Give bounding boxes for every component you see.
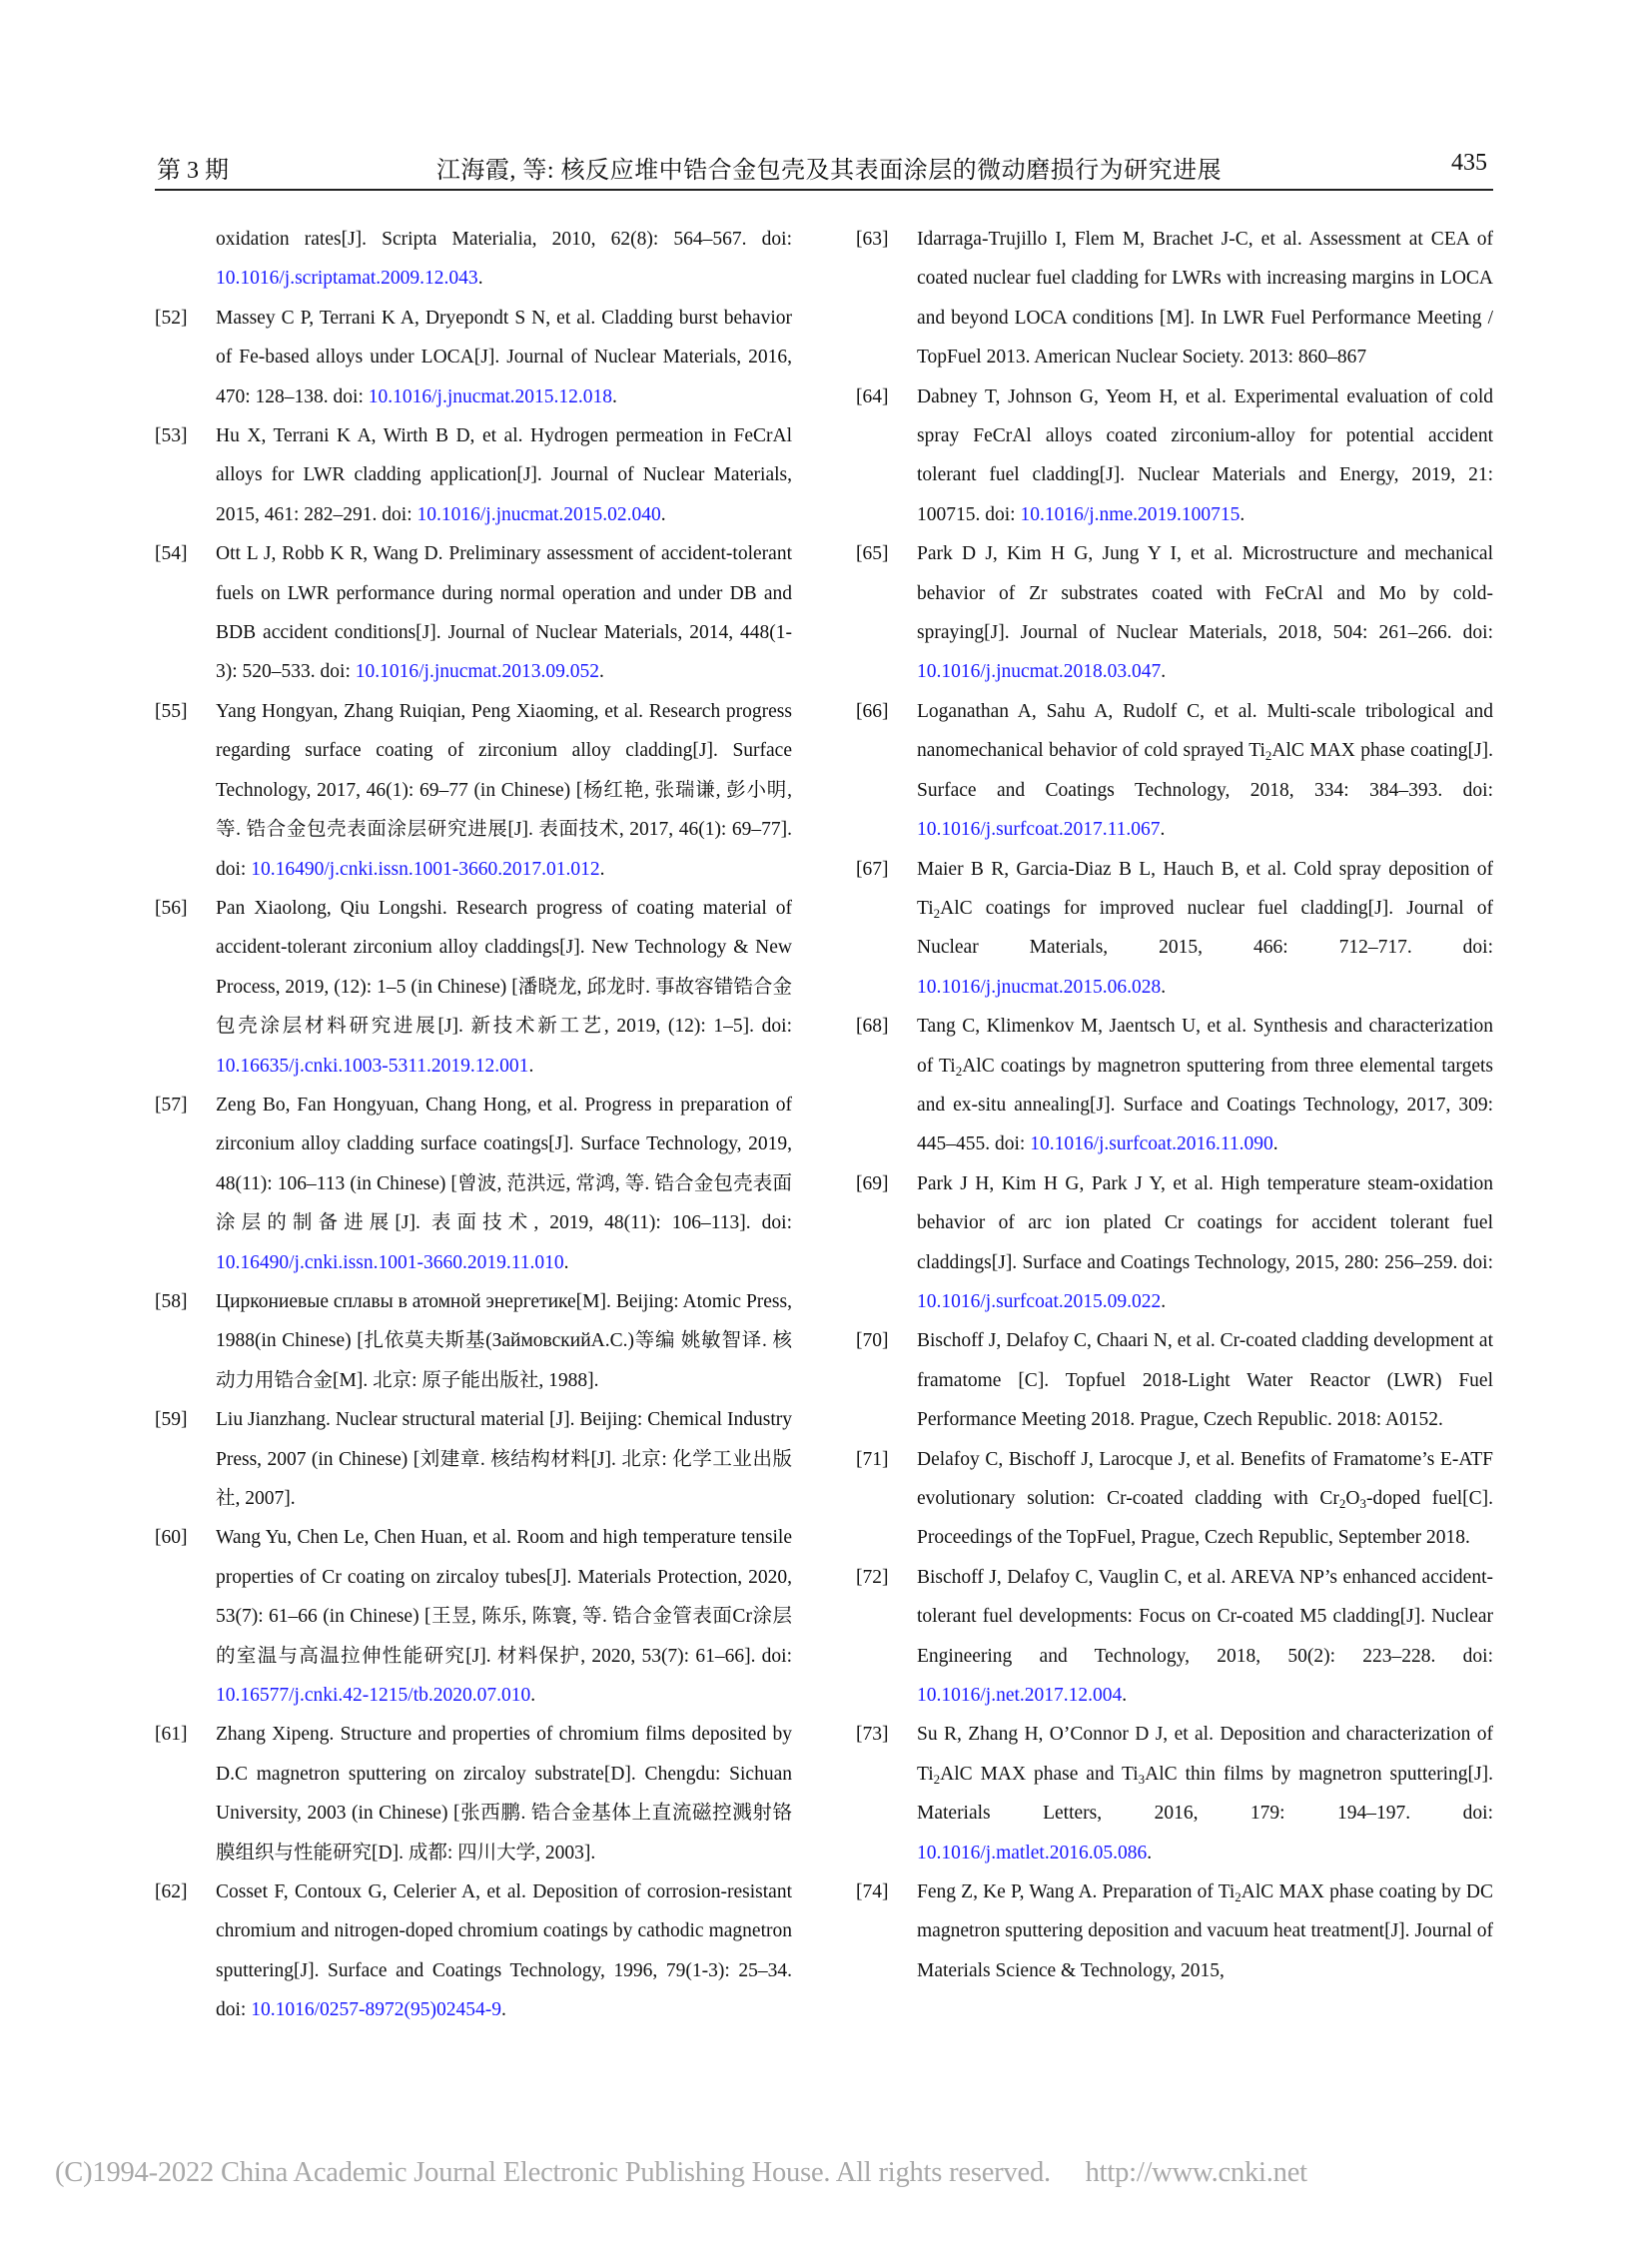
- references-right-column: [856, 220, 1495, 1990]
- doi-link[interactable]: 10.1016/j.jnucmat.2015.12.018: [368, 385, 613, 407]
- reference-text-segment: .: [1147, 1842, 1153, 1864]
- doi-link[interactable]: 10.16635/j.cnki.1003-5311.2019.12.001: [216, 1055, 529, 1077]
- reference-text: [216, 1086, 792, 1282]
- reference-text-segment: Park D J, Kim H G, Jung Y I, et al. Microstructure and mechanical behavior of Zr substrates coated with FeCrAl and Mo by cold-spraying[J]. Journal of Nuclear Materials, 2018, 504: 261–266. doi:: [917, 543, 1493, 644]
- reference-text-segment: Yang Hongyan, Zhang Ruiqian, Peng Xiaoming, et al. Research progress regarding surface coating of zirconium alloy cladding[J]. Surface Technology, 2017, 46(1): 69–77 (in Chinese) [杨红艳, 张瑞谦, 彭小明, 等. 锆合金包壳表面涂层研究进展[J]. 表面技术, 2017, 46(1): 69–77]. doi:: [216, 700, 792, 880]
- reference-text: [917, 1164, 1493, 1322]
- reference-text-segment: Bischoff J, Delafoy C, Chaari N, et al. Cr-coated cladding development at framatome [C]. Topfuel 2018-Light Water Reactor (LWR) Fuel Performance Meeting 2018. Prague, Czech Republic. 2018: A0152.: [917, 1330, 1493, 1431]
- doi-link[interactable]: 10.1016/j.jnucmat.2015.02.040: [416, 503, 661, 525]
- reference-text: [216, 1715, 792, 1872]
- subscript: 2: [955, 1063, 963, 1079]
- reference-number: [65]: [856, 543, 889, 565]
- reference-text-segment: AlC coatings by magnetron sputtering from three elemental targets and ex-situ annealing[J]. Surface and Coatings Technology, 2017, 309: 445–455. doi:: [917, 1055, 1493, 1155]
- reference-text-segment: Bischoff J, Delafoy C, Vauglin C, et al. AREVA NP’s enhanced accident-tolerant fuel developments: Focus on Cr-coated M5 cladding[J]. Nuclear Engineering and Technology, 2018, 50(2): 223–228. doi:: [917, 1566, 1493, 1667]
- doi-link[interactable]: 10.16490/j.cnki.issn.1001-3660.2019.11.010: [216, 1251, 564, 1273]
- doi-link[interactable]: 10.1016/j.matlet.2016.05.086: [917, 1842, 1148, 1864]
- doi-link[interactable]: 10.16577/j.cnki.42-1215/tb.2020.07.010: [216, 1685, 531, 1707]
- subscript: 2: [1338, 1496, 1346, 1511]
- reference-text: [216, 1872, 792, 2030]
- reference-text-segment: O: [1345, 1488, 1360, 1509]
- reference-number: [67]: [856, 858, 889, 880]
- reference-text-segment: .: [1161, 661, 1167, 683]
- cnki-url[interactable]: http://www.cnki.net: [1085, 2157, 1307, 2188]
- reference-text-segment: .: [660, 503, 666, 525]
- doi-link[interactable]: 10.1016/j.jnucmat.2013.09.052: [355, 661, 600, 683]
- doi-link[interactable]: 10.1016/j.jnucmat.2015.06.028: [917, 976, 1162, 998]
- reference-text-segment: AlC MAX phase coating[J]. Surface and Coatings Technology, 2018, 334: 384–393. doi:: [917, 740, 1494, 801]
- reference-number: [69]: [856, 1172, 889, 1194]
- reference-item: [155, 1400, 794, 1518]
- page-footer: [55, 2157, 1307, 2189]
- reference-item: [155, 1518, 794, 1715]
- reference-text-segment: AlC thin films by magnetron sputtering[J]. Materials Letters, 2016, 179: 194–197. doi:: [917, 1763, 1493, 1825]
- reference-text-segment: .: [530, 1685, 536, 1707]
- reference-text: [917, 1872, 1493, 1990]
- subscript: 2: [933, 905, 941, 921]
- reference-text: [216, 692, 792, 889]
- reference-text-segment: Циркониевые сплавы в атомной энергетике[M]. Beijing: Atomic Press, 1988(in Chinese) [扎依莫夫斯基(ЗаймовскийА.С.)等编 姚敏智译. 核动力用锆合金[M]. 北京: 原子能出版社, 1988].: [216, 1290, 792, 1391]
- reference-number: [74]: [856, 1881, 889, 1903]
- reference-text: [216, 299, 792, 416]
- reference-number: [56]: [155, 897, 188, 919]
- reference-text-segment: .: [1239, 503, 1245, 525]
- reference-text: [216, 1282, 792, 1400]
- doi-link[interactable]: 10.16490/j.cnki.issn.1001-3660.2017.01.012: [251, 858, 600, 880]
- reference-text-segment: Delafoy C, Bischoff J, Larocque J, et al. Benefits of Framatome’s E-ATF evolutionary solution: Cr-coated cladding with Cr: [917, 1448, 1493, 1509]
- reference-text-segment: .: [612, 385, 617, 407]
- reference-number: [59]: [155, 1409, 188, 1431]
- reference-item: [155, 692, 794, 889]
- reference-text: [216, 416, 792, 534]
- reference-text: [917, 850, 1493, 1008]
- reference-text: [917, 1321, 1493, 1439]
- doi-link[interactable]: 10.1016/j.surfcoat.2015.09.022: [917, 1290, 1162, 1312]
- reference-number: [64]: [856, 385, 889, 407]
- reference-number: [54]: [155, 543, 188, 565]
- reference-text: [917, 1440, 1493, 1558]
- reference-item: [856, 850, 1495, 1008]
- reference-text: [917, 220, 1493, 377]
- reference-number: [55]: [155, 700, 188, 722]
- reference-item: [856, 692, 1495, 850]
- doi-link[interactable]: 10.1016/j.jnucmat.2018.03.047: [917, 661, 1162, 683]
- reference-text-segment: oxidation rates[J]. Scripta Materialia, 2010, 62(8): 564–567. doi:: [216, 229, 792, 250]
- reference-text-segment: .: [1161, 1290, 1167, 1312]
- reference-text-segment: Massey C P, Terrani K A, Dryepondt S N, et al. Cladding burst behavior of Fe-based alloys under LOCA[J]. Journal of Nuclear Materials, 2016, 470: 128–138. doi:: [216, 307, 792, 407]
- reference-number: [60]: [155, 1527, 188, 1549]
- running-header: [155, 146, 1493, 186]
- reference-item: [856, 1872, 1495, 1990]
- reference-text-segment: .: [1161, 976, 1167, 998]
- reference-text: [917, 1007, 1493, 1164]
- reference-item: [856, 1440, 1495, 1558]
- reference-text-segment: .: [1122, 1685, 1128, 1707]
- reference-text: [917, 692, 1493, 850]
- reference-text-segment: Zhang Xipeng. Structure and properties of chromium films deposited by D.C magnetron sputtering on zircaloy substrate[D]. Chengdu: Sichuan University, 2003 (in Chinese) [张西鹏. 锆合金基体上直流磁控溅射铬膜组织与性能研究[D]. 成都: 四川大学, 2003].: [216, 1724, 792, 1864]
- header-rule: [155, 189, 1493, 191]
- reference-item: [856, 220, 1495, 377]
- reference-text-segment: AlC MAX phase coating by DC magnetron sputtering deposition and vacuum heat treatment[J]. Journal of Materials Science & Technology, 2015,: [917, 1881, 1493, 1981]
- reference-text-segment: Loganathan A, Sahu A, Rudolf C, et al. Multi-scale tribological and nanomechanical behavior of cold sprayed Ti: [917, 700, 1493, 762]
- reference-text-segment: .: [1272, 1133, 1278, 1155]
- reference-number: [63]: [856, 229, 889, 250]
- reference-text-segment: Cosset F, Contoux G, Celerier A, et al. Deposition of corrosion-resistant chromium and nitrogen-doped chromium coatings by cathodic magnetron sputtering[J]. Surface and Coatings Technology, 1996, 79(1-3): 25–34. doi:: [216, 1881, 792, 2021]
- subscript: 2: [933, 1771, 941, 1787]
- reference-text: [216, 1518, 792, 1715]
- reference-text-segment: .: [599, 661, 604, 683]
- reference-number: [58]: [155, 1290, 188, 1312]
- subscript: 2: [1235, 1889, 1241, 1905]
- reference-text: [917, 534, 1493, 692]
- reference-number: [71]: [856, 1448, 889, 1470]
- doi-link[interactable]: 10.1016/j.net.2017.12.004: [917, 1685, 1123, 1707]
- reference-text-segment: Pan Xiaolong, Qiu Longshi. Research progress of coating material of accident-tolerant zirconium alloy claddings[J]. New Technology & New Process, 2019, (12): 1–5 (in Chinese) [潘晓龙, 邱龙时. 事故容错锆合金包壳涂层材料研究进展[J]. 新技术新工艺, 2019, (12): 1–5]. doi:: [216, 897, 792, 1038]
- reference-text-segment: Park J H, Kim H G, Park J Y, et al. High temperature steam-oxidation behavior of arc ion plated Cr coatings for accident tolerant fuel claddings[J]. Surface and Coatings Technology, 2015, 280: 256–259. doi:: [917, 1172, 1493, 1273]
- reference-number: [62]: [155, 1881, 188, 1903]
- reference-number: [70]: [856, 1330, 889, 1352]
- reference-text-segment: Dabney T, Johnson G, Yeom H, et al. Experimental evaluation of cold spray FeCrAl alloys coated zirconium-alloy for potential accident tolerant fuel cladding[J]. Nuclear Materials and Energy, 2019, 21: 100715. doi:: [917, 385, 1493, 525]
- reference-item: [155, 1872, 794, 2030]
- reference-number: [61]: [155, 1724, 188, 1746]
- reference-text-segment: .: [599, 858, 605, 880]
- reference-text: [216, 889, 792, 1086]
- reference-item: [856, 377, 1495, 535]
- reference-text: [216, 220, 792, 299]
- reference-item: [856, 1715, 1495, 1872]
- reference-text-segment: Su R, Zhang H, O’Connor D J, et al. Deposition and characterization of Ti: [917, 1724, 1493, 1785]
- reference-item: [155, 534, 794, 692]
- doi-link[interactable]: 10.1016/0257-8972(95)02454-9: [251, 1999, 501, 2021]
- reference-text-segment: Liu Jianzhang. Nuclear structural material [J]. Beijing: Chemical Industry Press, 2007 (in Chinese) [刘建章. 核结构材料[J]. 北京: 化学工业出版社, 2007].: [216, 1409, 792, 1509]
- reference-number: [73]: [856, 1724, 889, 1746]
- reference-item: [155, 220, 794, 299]
- reference-item: [155, 889, 794, 1086]
- reference-item: [155, 416, 794, 534]
- reference-number: [57]: [155, 1094, 188, 1116]
- doi-link[interactable]: 10.1016/j.nme.2019.100715: [1020, 503, 1240, 525]
- reference-text: [917, 1558, 1493, 1716]
- doi-link[interactable]: 10.1016/j.surfcoat.2016.11.090: [1030, 1133, 1273, 1155]
- reference-number: [68]: [856, 1016, 889, 1038]
- doi-link[interactable]: 10.1016/j.scriptamat.2009.12.043: [216, 268, 478, 290]
- reference-text: [917, 377, 1493, 535]
- page-number: 435: [1451, 150, 1487, 176]
- reference-text-segment: Ott L J, Robb K R, Wang D. Preliminary assessment of accident-tolerant fuels on LWR performance during normal operation and under DB and BDB accident conditions[J]. Journal of Nuclear Materials, 2014, 448(1-3): 520–533. doi:: [216, 543, 792, 683]
- reference-text-segment: Wang Yu, Chen Le, Chen Huan, et al. Room and high temperature tensile properties of Cr coating on zircaloy tubes[J]. Materials Protection, 2020, 53(7): 61–66 (in Chinese) [王昱, 陈乐, 陈寰, 等. 锆合金管表面Cr涂层的室温与高温拉伸性能研究[J]. 材料保护, 2020, 53(7): 61–66]. doi:: [216, 1527, 792, 1667]
- reference-text-segment: .: [563, 1251, 569, 1273]
- reference-text: [216, 1400, 792, 1518]
- subscript: 2: [1264, 748, 1272, 764]
- reference-text-segment: Hu X, Terrani K A, Wirth B D, et al. Hydrogen permeation in FeCrAl alloys for LWR cladding application[J]. Journal of Nuclear Materials, 2015, 461: 282–291. doi:: [216, 425, 792, 525]
- reference-item: [856, 534, 1495, 692]
- reference-number: [66]: [856, 700, 889, 722]
- reference-text-segment: .: [1160, 819, 1166, 841]
- reference-item: [155, 1282, 794, 1400]
- reference-item: [155, 299, 794, 416]
- reference-text-segment: -doped fuel[C]. Proceedings of the TopFuel, Prague, Czech Republic, September 2018.: [917, 1488, 1493, 1549]
- reference-text-segment: AlC coatings for improved nuclear fuel cladding[J]. Journal of Nuclear Materials, 2015, 466: 712–717. doi:: [917, 897, 1493, 959]
- reference-number: [53]: [155, 425, 188, 447]
- reference-item: [155, 1715, 794, 1872]
- references-left-column: [155, 220, 794, 2030]
- doi-link[interactable]: 10.1016/j.surfcoat.2017.11.067: [917, 819, 1161, 841]
- reference-text-segment: Feng Z, Ke P, Wang A. Preparation of Ti: [917, 1881, 1236, 1903]
- subscript: 3: [1359, 1496, 1366, 1511]
- reference-number: [52]: [155, 307, 188, 329]
- copyright-notice: (C)1994-2022 China Academic Journal Electronic Publishing House. All rights reserved.: [55, 2157, 1051, 2188]
- reference-item: [856, 1321, 1495, 1439]
- reference-text-segment: .: [477, 268, 483, 290]
- reference-text-segment: Tang C, Klimenkov M, Jaentsch U, et al. Synthesis and characterization of Ti: [917, 1016, 1493, 1077]
- reference-item: [155, 1086, 794, 1282]
- reference-text-segment: .: [501, 1999, 506, 2021]
- reference-text-segment: .: [528, 1055, 534, 1077]
- running-title: 江海霞, 等: 核反应堆中锆合金包壳及其表面涂层的微动磨损行为研究进展: [435, 158, 1223, 184]
- reference-item: [856, 1164, 1495, 1322]
- reference-text-segment: Zeng Bo, Fan Hongyuan, Chang Hong, et al. Progress in preparation of zirconium alloy cladding surface coatings[J]. Surface Technology, 2019, 48(11): 106–113 (in Chinese) [曾波, 范洪远, 常鸿, 等. 锆合金包壳表面涂层的制备进展[J]. 表面技术, 2019, 48(11): 106–113]. doi:: [216, 1094, 792, 1234]
- reference-item: [856, 1007, 1495, 1164]
- reference-item: [856, 1558, 1495, 1716]
- subscript: 3: [1138, 1771, 1146, 1787]
- reference-text: [917, 1715, 1493, 1872]
- reference-text: [216, 534, 792, 692]
- reference-text-segment: AlC MAX phase and Ti: [940, 1763, 1139, 1785]
- issue-number: 第 3 期: [157, 158, 229, 184]
- reference-number: [72]: [856, 1566, 889, 1588]
- reference-text-segment: Maier B R, Garcia-Diaz B L, Hauch B, et al. Cold spray deposition of Ti: [917, 858, 1493, 919]
- reference-text-segment: Idarraga-Trujillo I, Flem M, Brachet J-C, et al. Assessment at CEA of coated nuclear fuel cladding for LWRs with increasing margins in LOCA and beyond LOCA conditions [M]. In LWR Fuel Performance Meeting / TopFuel 2013. American Nuclear Society. 2013: 860–867: [917, 229, 1493, 369]
